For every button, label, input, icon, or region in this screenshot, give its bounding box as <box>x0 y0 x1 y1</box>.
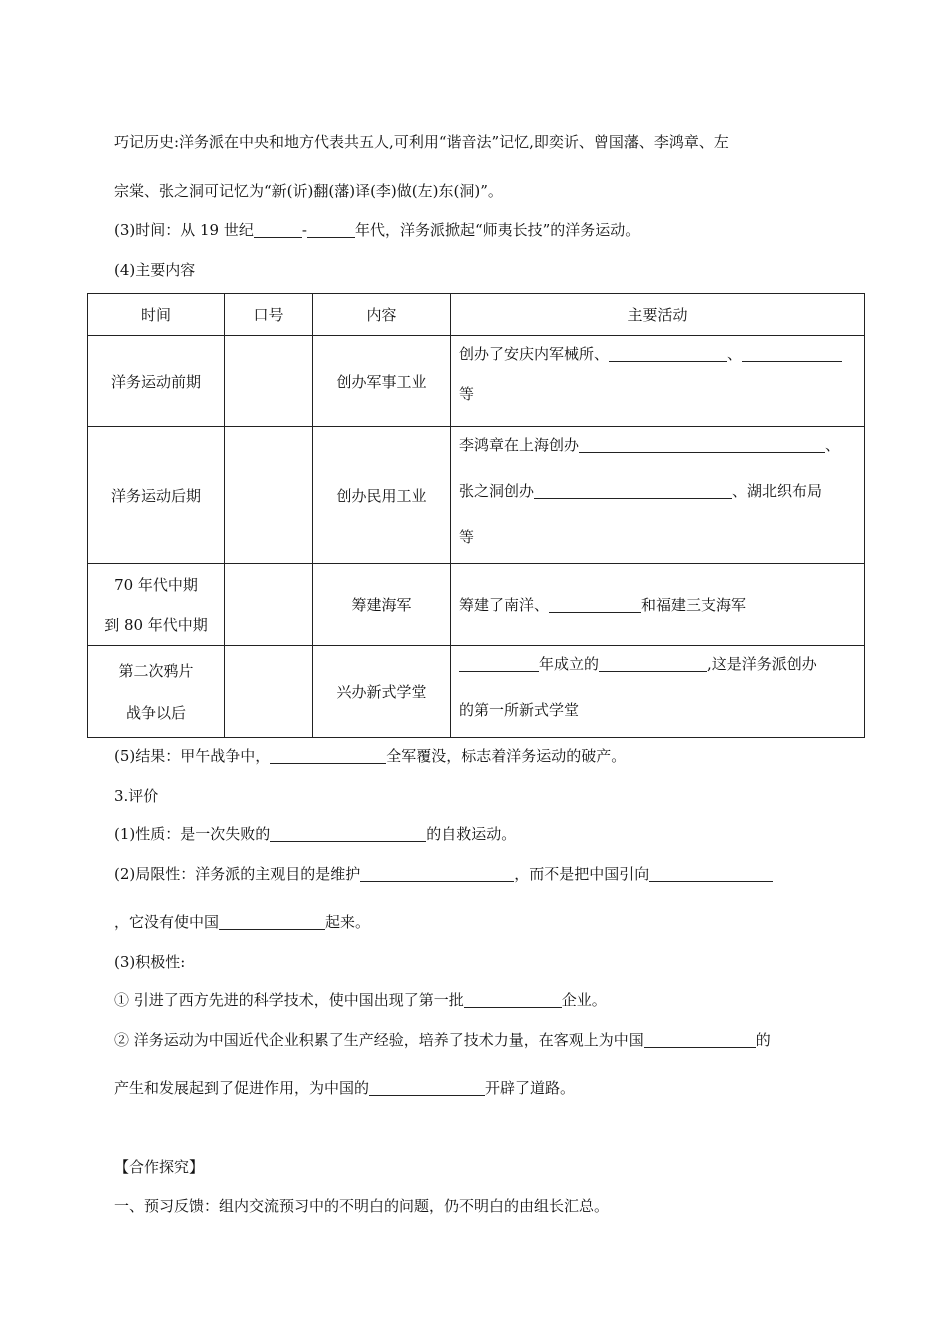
positive-text: 企业。 <box>561 991 607 1009</box>
positive-text: ① 引进了西方先进的科学技术，使中国出现了第一批 <box>114 991 464 1009</box>
answer-blank[interactable] <box>609 346 727 362</box>
positive-text: 产生和发展起到了促进作用，为中国的 <box>114 1079 370 1097</box>
activity-text: 等 <box>459 528 475 546</box>
activity-text: ,这是洋务派创办 <box>707 655 817 673</box>
row-time: 洋务运动后期 <box>88 427 225 564</box>
answer-blank[interactable] <box>307 222 355 238</box>
slogan-cell[interactable] <box>225 564 313 646</box>
yangwu-content-table <box>87 293 865 738</box>
table-row <box>88 646 865 738</box>
answer-blank[interactable] <box>459 656 539 672</box>
main-content-heading: (4)主要内容 <box>114 261 196 279</box>
answer-blank[interactable] <box>644 1032 756 1048</box>
row-content: 兴办新式学堂 <box>313 646 451 738</box>
activity-text: 的第一所新式学堂 <box>459 701 580 719</box>
row-content: 创办军事工业 <box>313 336 451 427</box>
nature-prefix: (1)性质：是一次失败的 <box>114 825 271 843</box>
limitation-question <box>114 863 773 884</box>
answer-blank[interactable] <box>270 748 386 764</box>
mnemonic-tip-line-2: 宗棠、张之洞可记忆为“新(䜣)翻(藩)译(李)做(左)东(洞)”。 <box>114 182 503 200</box>
activity-text: 、 <box>727 345 743 363</box>
row-time <box>88 564 225 646</box>
row-activity <box>451 336 865 427</box>
nature-question <box>114 823 516 844</box>
positive-text: 的 <box>755 1031 771 1049</box>
activity-text: 创办了安庆内军械所、 <box>459 345 610 363</box>
answer-blank[interactable] <box>579 437 825 453</box>
mnemonic-tip-line-1: 巧记历史:洋务派在中央和地方代表共五人,可利用“谐音法”记忆,即奕䜣、曾国藩、李鸿章、左 <box>114 133 729 151</box>
activity-text: 、湖北织布局 <box>732 482 823 500</box>
row-time <box>88 646 225 738</box>
slogan-cell[interactable] <box>225 427 313 564</box>
limitation-question-cont <box>114 911 370 932</box>
header-content: 内容 <box>313 294 451 336</box>
table-header-row <box>88 294 865 336</box>
table-row <box>88 427 865 564</box>
limitation-text: 起来。 <box>325 913 371 931</box>
answer-blank[interactable] <box>534 483 732 499</box>
activity-text: 筹建了南洋、 <box>459 595 550 614</box>
row-activity <box>451 427 865 564</box>
activity-text: 等 <box>459 385 475 403</box>
positive-item-1 <box>114 989 607 1010</box>
positive-item-2 <box>114 1029 771 1050</box>
answer-blank[interactable] <box>464 992 562 1008</box>
table-row <box>88 336 865 427</box>
activity-text: 李鸿章在上海创办 <box>459 436 580 454</box>
answer-blank[interactable] <box>549 597 641 613</box>
header-slogan: 口号 <box>225 294 313 336</box>
preview-feedback: 一、预习反馈：组内交流预习中的不明白的问题，仍不明白的由组长汇总。 <box>114 1197 610 1215</box>
positive-text: ② 洋务运动为中国近代企业积累了生产经验，培养了技术力量，在客观上为中国 <box>114 1031 644 1049</box>
row-activity <box>451 646 865 738</box>
row-content: 创办民用工业 <box>313 427 451 564</box>
result-prefix: (5)结果：甲午战争中， <box>114 747 271 765</box>
answer-blank[interactable] <box>254 222 302 238</box>
time-question-prefix: (3)时间：从 19 世纪 <box>114 221 254 239</box>
row-content: 筹建海军 <box>313 564 451 646</box>
row-time: 洋务运动前期 <box>88 336 225 427</box>
answer-blank[interactable] <box>599 656 707 672</box>
activity-text: 、 <box>825 436 841 454</box>
limitation-text: ，而不是把中国引向 <box>514 865 650 883</box>
cooperation-heading: 【合作探究】 <box>114 1158 205 1176</box>
slogan-cell[interactable] <box>225 646 313 738</box>
header-activity: 主要活动 <box>451 294 865 336</box>
positive-text: 开辟了道路。 <box>485 1079 576 1097</box>
evaluation-heading: 3.评价 <box>114 787 159 805</box>
result-question <box>114 745 626 766</box>
row-time-line: 到 80 年代中期 <box>104 615 208 634</box>
positive-item-2-cont <box>114 1077 575 1098</box>
time-question-suffix: 年代，洋务派掀起“师夷长技”的洋务运动。 <box>354 221 641 239</box>
answer-blank[interactable] <box>742 346 842 362</box>
time-question <box>114 219 640 240</box>
result-suffix: 全军覆没，标志着洋务运动的破产。 <box>386 747 627 765</box>
activity-text: 和福建三支海军 <box>641 595 747 614</box>
time-dash: - <box>301 221 307 239</box>
row-time-line: 战争以后 <box>125 703 186 722</box>
activity-text: 年成立的 <box>539 655 600 673</box>
nature-suffix: 的自救运动。 <box>426 825 517 843</box>
limitation-text: (2)局限性：洋务派的主观目的是维护 <box>114 865 361 883</box>
row-time-line: 第二次鸦片 <box>118 661 194 680</box>
slogan-cell[interactable] <box>225 336 313 427</box>
row-activity <box>451 564 865 646</box>
limitation-text: ，它没有使中国 <box>114 913 220 931</box>
header-time: 时间 <box>88 294 225 336</box>
answer-blank[interactable] <box>360 866 514 882</box>
table-row <box>88 564 865 646</box>
answer-blank[interactable] <box>270 826 426 842</box>
row-time-line: 70 年代中期 <box>114 575 198 594</box>
activity-text: 张之洞创办 <box>459 482 535 500</box>
answer-blank[interactable] <box>649 866 773 882</box>
answer-blank[interactable] <box>369 1080 485 1096</box>
positive-heading: (3)积极性: <box>114 953 186 971</box>
answer-blank[interactable] <box>219 914 325 930</box>
